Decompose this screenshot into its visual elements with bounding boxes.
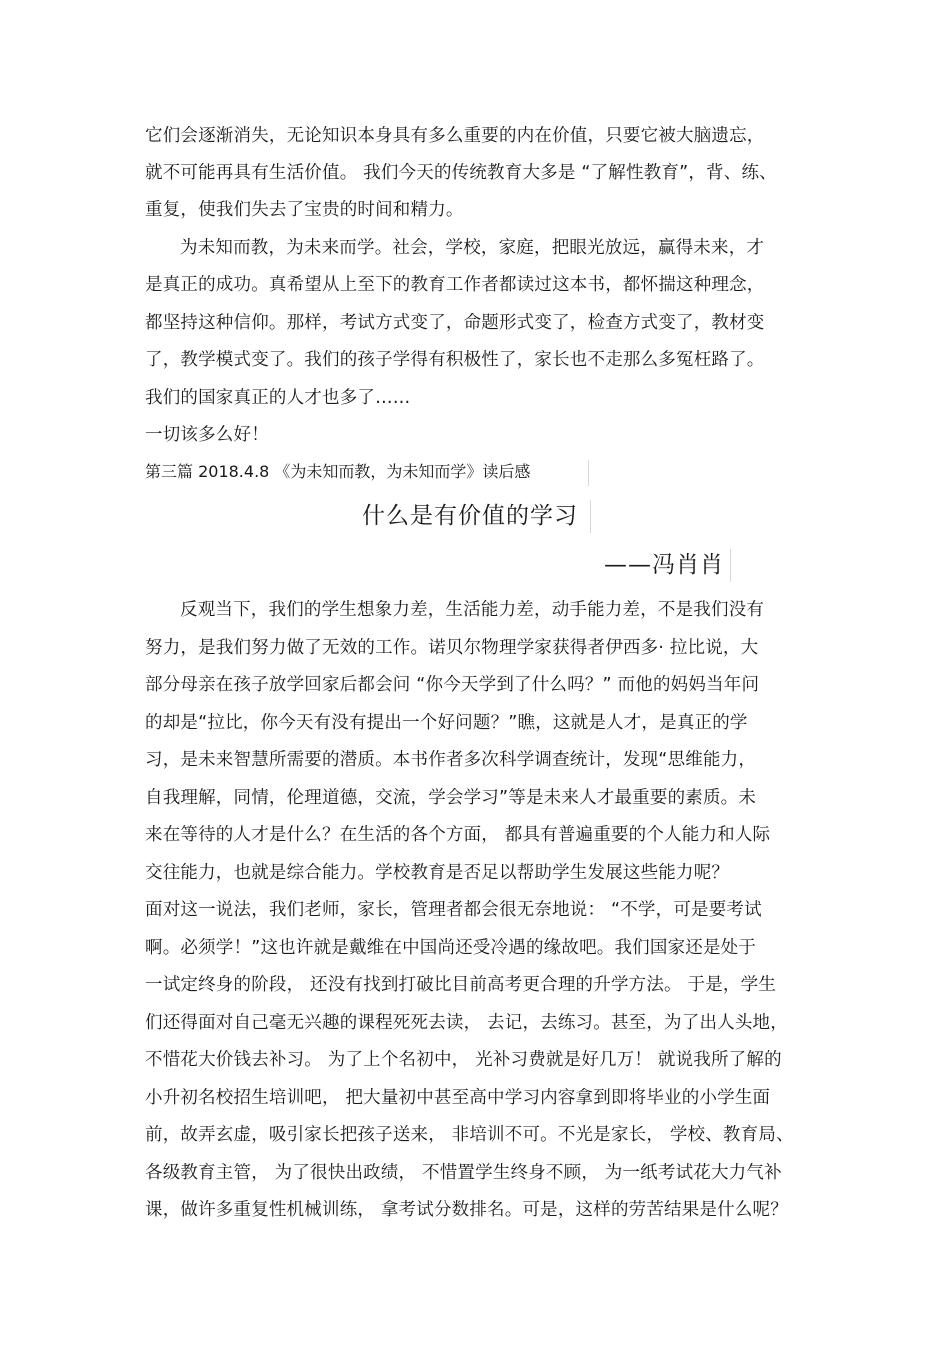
paragraph-line: 小升初名校招生培训吧， 把大量初中甚至高中学习内容拿到即将毕业的小学生面 [145, 1088, 771, 1108]
paragraph-line: 啊。必须学！”这也许就是戴维在中国尚还受冷遇的缘故吧。我们国家还是处于 [145, 938, 757, 958]
paragraph-line: 就不可能再具有生活价值。 我们今天的传统教育大多是 “了解性教育”，背、练、 [145, 163, 777, 183]
paragraph-line: 我们的国家真正的人才也多了…… [145, 388, 411, 408]
paragraph-line: 各级教育主管， 为了很快出政绩， 不惜置学生终身不顾， 为一纸考试花大力气补 [145, 1163, 782, 1183]
paragraph-line: 了，教学模式变了。我们的孩子学得有积极性了，家长也不走那么多冤枉路了。 [145, 350, 765, 370]
paragraph-line: 来在等待的人才是什么？在生活的各个方面， 都具有普遍重要的个人能力和人际 [145, 825, 771, 845]
paragraph-line: 重复，使我们失去了宝贵的时间和精力。 [145, 200, 464, 220]
divider [590, 500, 591, 533]
article-title: 什么是有价值的学习 [362, 503, 578, 529]
paragraph-line: 部分母亲在孩子放学回家后都会问 “你今天学到了什么吗？” 而他的妈妈当年问 [145, 675, 760, 695]
paragraph-line: 面对这一说法，我们老师，家长，管理者都会很无奈地说： “不学，可是要考试 [145, 900, 762, 920]
chapter-heading: 第三篇 2018.4.8 《为未知而教，为未知而学》读后感 [145, 462, 531, 481]
paragraph-line: 自我理解，同情，伦理道德，交流，学会学习”等是未来人才最重要的素质。未 [145, 788, 757, 808]
paragraph-line: 一切该多么好！ [145, 425, 269, 445]
paragraph-line: 交往能力，也就是综合能力。学校教育是否足以帮助学生发展这些能力呢？ [145, 863, 730, 883]
paragraph-line: 反观当下，我们的学生想象力差，生活能力差，动手能力差，不是我们没有 [180, 600, 765, 620]
paragraph-line: 们还得面对自己毫无兴趣的课程死死去读， 去记，去练习。甚至，为了出人头地， [145, 1013, 788, 1033]
paragraph-line: 努力，是我们努力做了无效的工作。诺贝尔物理学家获得者伊西多· 拉比说，大 [145, 638, 759, 658]
paragraph-line: 不惜花大价钱去补习。 为了上个名初中， 光补习费就是好几万！ 就说我所了解的 [145, 1050, 782, 1070]
paragraph-line: 课，做许多重复性机械训练， 拿考试分数排名。可是，这样的劳苦结果是什么呢？ [145, 1200, 788, 1220]
article-author: ——冯肖肖 [604, 552, 724, 578]
paragraph-line: 的却是“拉比，你今天有没有提出一个好问题？”瞧，这就是人才，是真正的学 [145, 713, 748, 733]
divider [730, 549, 731, 582]
paragraph-line: 它们会逐渐消失，无论知识本身具有多么重要的内在价值，只要它被大脑遗忘， [145, 126, 765, 146]
paragraph-line: 前，故弄玄虚，吸引家长把孩子送来， 非培训不可。不光是家长， 学校、教育局、 [145, 1125, 794, 1145]
paragraph-line: 为未知而教，为未来而学。社会，学校，家庭，把眼光放远，赢得未来，才 [180, 238, 765, 258]
divider [588, 460, 589, 486]
paragraph-line: 是真正的成功。真希望从上至下的教育工作者都读过这本书，都怀揣这种理念， [145, 275, 765, 295]
paragraph-line: 习，是未来智慧所需要的潜质。本书作者多次科学调查统计，发现“思维能力， [145, 750, 757, 770]
paragraph-line: 都坚持这种信仰。那样，考试方式变了，命题形式变了，检查方式变了，教材变 [145, 313, 765, 333]
paragraph-line: 一试定终身的阶段， 还没有找到打破比目前高考更合理的升学方法。 于是，学生 [145, 975, 777, 995]
